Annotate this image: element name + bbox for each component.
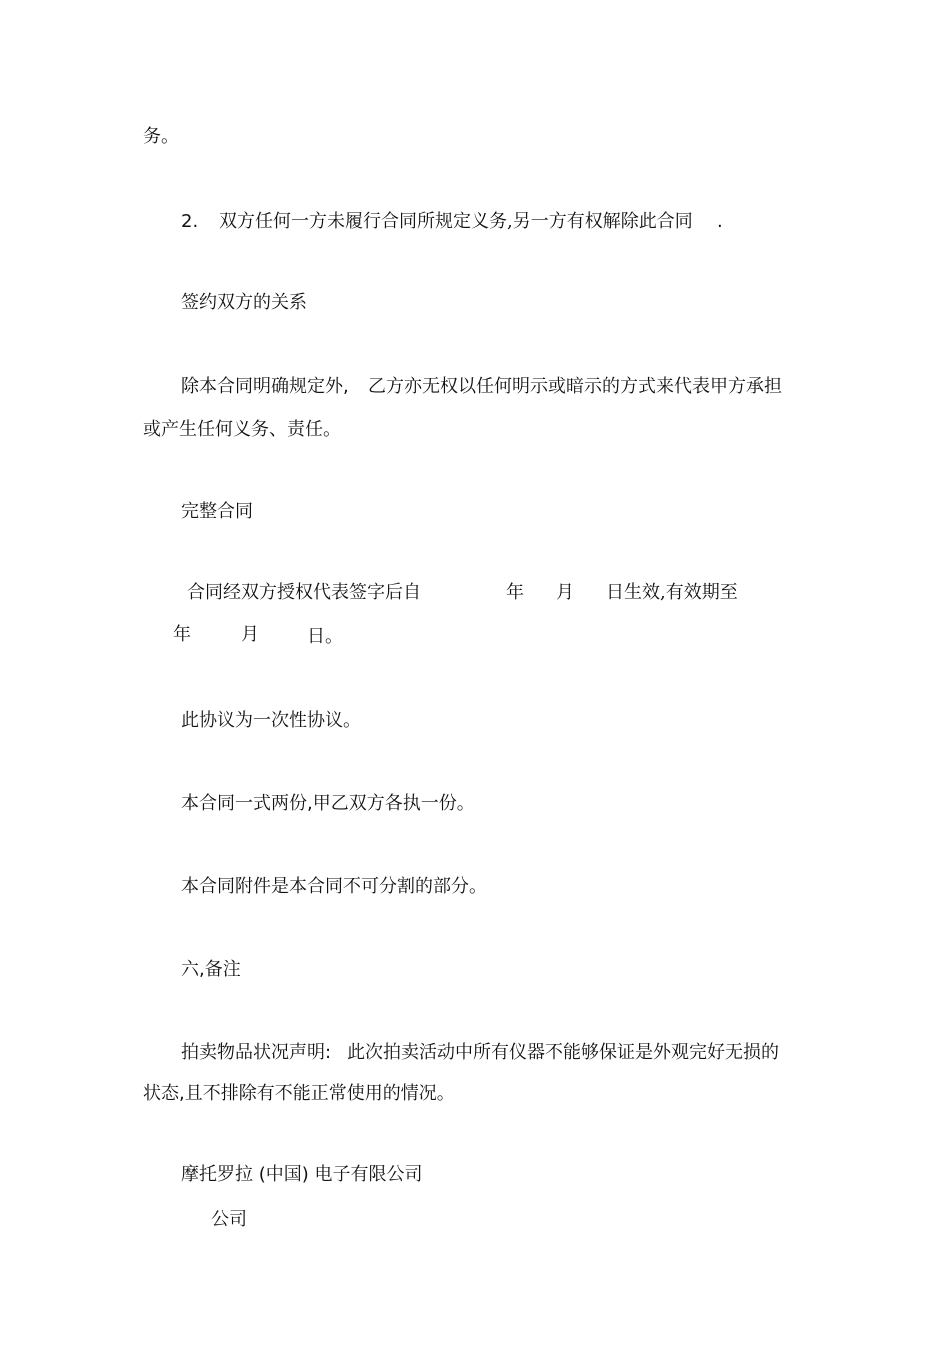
text-line: 务。 (143, 126, 179, 147)
text-line: 拍卖物品状况声明: (181, 1042, 332, 1063)
text-line: 本合同附件是本合同不可分割的部分。 (181, 876, 487, 897)
text-line: . (717, 211, 723, 232)
text-line: 除本合同明确规定外, (181, 376, 349, 397)
text-line: 或产生任何义务、责任。 (143, 419, 341, 440)
date-year-label: 年 (506, 582, 524, 603)
text-line: 此协议为一次性协议。 (181, 710, 361, 731)
signature-company-name: 摩托罗拉 (中国) 电子有限公司 (181, 1164, 423, 1185)
section-heading: 完整合同 (181, 501, 253, 522)
list-number: 2. (181, 211, 199, 232)
text-line: 双方任何一方未履行合同所规定义务,另一方有权解除此合同 (219, 211, 693, 232)
text-line: 此次拍卖活动中所有仪器不能够保证是外观完好无损的 (347, 1042, 779, 1063)
signature-company-label: 公司 (211, 1209, 247, 1230)
text-line: 状态,且不排除有不能正常使用的情况。 (143, 1083, 455, 1104)
text-line: 日生效,有效期至 (606, 582, 738, 603)
text-line: 乙方亦无权以任何明示或暗示的方式来代表甲方承担 (368, 376, 782, 397)
date-month-label: 月 (241, 624, 259, 645)
section-heading: 签约双方的关系 (181, 292, 307, 313)
date-year-label: 年 (173, 624, 191, 645)
section-heading: 六,备注 (181, 959, 241, 980)
text-line: 本合同一式两份,甲乙双方各执一份。 (181, 793, 475, 814)
date-month-label: 月 (556, 582, 574, 603)
date-day-label: 日。 (307, 626, 343, 647)
text-line: 合同经双方授权代表签字后自 (187, 582, 421, 603)
